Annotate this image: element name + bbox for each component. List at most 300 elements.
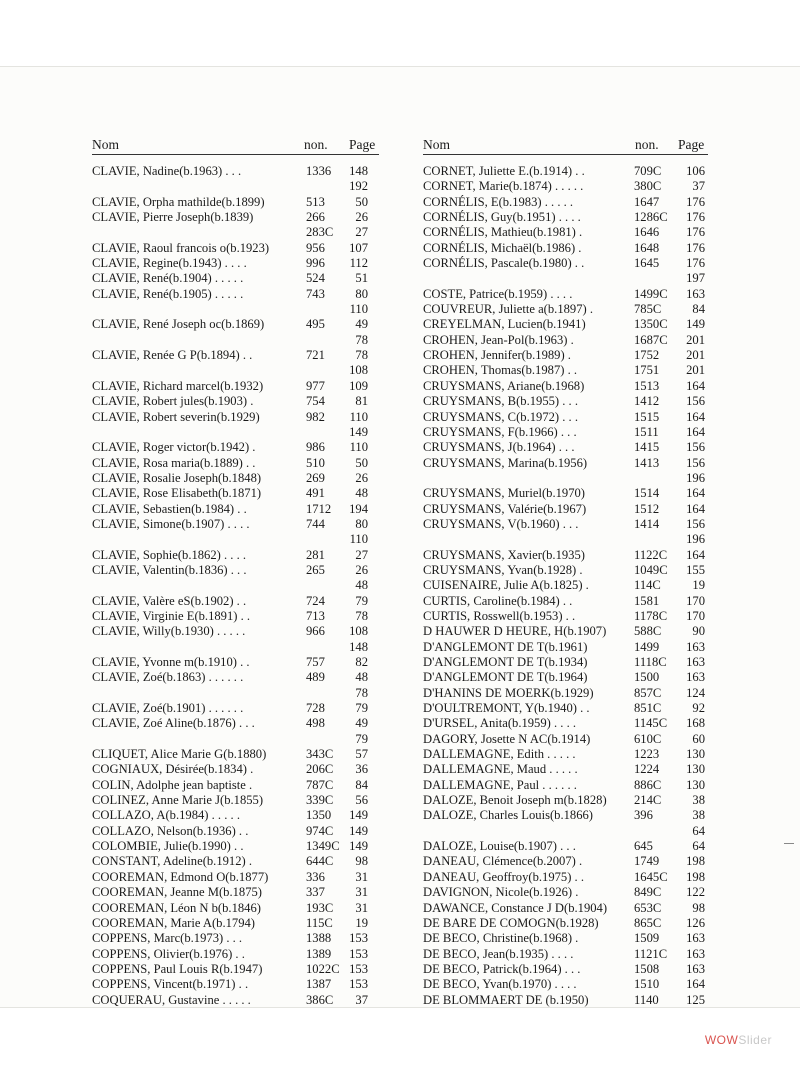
- index-entry: [92, 947, 379, 962]
- entry-number: 337: [306, 885, 325, 900]
- entry-number: 1388: [306, 931, 332, 946]
- entry-page: 37: [692, 179, 705, 194]
- entry-name: CLAVIE, Sophie(b.1862) . . . .: [92, 547, 247, 562]
- entry-name: CRUYSMANS, V(b.1960) . . .: [423, 516, 579, 531]
- index-entry: [423, 885, 708, 900]
- entry-name: COLINEZ, Anne Marie J(b.1855): [92, 793, 264, 808]
- entry-page: 38: [692, 808, 705, 823]
- entry-number: 1286C: [634, 210, 668, 225]
- entry-number: 1350C: [634, 317, 668, 332]
- entry-number: 849C: [634, 885, 662, 900]
- entry-name: DAWANCE, Constance J D(b.1904): [423, 900, 608, 915]
- index-entry: [423, 517, 708, 532]
- index-entry: [423, 502, 708, 517]
- entry-page: 164: [686, 977, 705, 992]
- entry-page: 176: [686, 194, 705, 209]
- index-entry: [423, 563, 708, 578]
- index-entry: [92, 854, 379, 869]
- entry-name: CRUYSMANS, F(b.1966) . . .: [423, 424, 577, 439]
- entry-number: 1645C: [634, 869, 668, 884]
- entry-name: DALOZE, Benoit Joseph m(b.1828): [423, 793, 607, 808]
- entry-page: 163: [686, 946, 705, 961]
- index-entry: [92, 762, 379, 777]
- entry-page: 170: [686, 608, 705, 623]
- entry-page: 153: [349, 946, 368, 961]
- index-entry: [423, 594, 708, 609]
- index-entry: [92, 317, 379, 332]
- entry-page: 201: [686, 348, 705, 363]
- entry-number: 1049C: [634, 562, 668, 577]
- entry-page: 192: [349, 179, 368, 194]
- entry-name: CORNÉLIS, Michaël(b.1986) .: [423, 240, 582, 255]
- entry-name: CLAVIE, Sebastien(b.1984) . .: [92, 501, 247, 516]
- entry-page: 164: [686, 409, 705, 424]
- entry-page: 153: [349, 931, 368, 946]
- entry-page: 26: [355, 210, 368, 225]
- entry-number: 1752: [634, 348, 660, 363]
- entry-number: 1645: [634, 256, 660, 271]
- index-entry: [423, 256, 708, 271]
- entry-name: CRUYSMANS, Marina(b.1956): [423, 455, 588, 470]
- index-entry: [423, 901, 708, 916]
- entry-page: 148: [349, 639, 368, 654]
- entry-page: 64: [692, 823, 705, 838]
- right-entries: [423, 164, 708, 1008]
- entry-name: COUVREUR, Juliette a(b.1897) .: [423, 302, 593, 317]
- entry-name: CLAVIE, René Joseph oc(b.1869): [92, 317, 265, 332]
- entry-number: 713: [306, 608, 325, 623]
- entry-number: 1224: [634, 762, 660, 777]
- entry-number: 1499C: [634, 286, 668, 301]
- entry-page: 112: [349, 256, 368, 271]
- entry-name: CORNÉLIS, Pascale(b.1980) . .: [423, 256, 585, 271]
- index-entry: [92, 302, 379, 317]
- header-non: non.: [304, 137, 328, 152]
- entry-page: 92: [692, 701, 705, 716]
- entry-page: 98: [355, 854, 368, 869]
- index-entry: [423, 839, 708, 854]
- entry-name: COLOMBIE, Julie(b.1990) . .: [92, 839, 244, 854]
- entry-number: 744: [306, 516, 325, 531]
- index-entry: [92, 716, 379, 731]
- entry-page: 82: [355, 655, 368, 669]
- entry-name: DALLEMAGNE, Maud . . . . .: [423, 762, 578, 777]
- entry-page: 163: [686, 639, 705, 654]
- entry-page: 196: [686, 532, 705, 547]
- entry-name: CRUYSMANS, C(b.1972) . . .: [423, 409, 578, 424]
- entry-number: 380C: [634, 179, 662, 194]
- index-entry: [423, 195, 708, 210]
- entry-number: 396: [634, 808, 653, 823]
- entry-name: CLAVIE, Rosa maria(b.1889) . .: [92, 455, 256, 470]
- entry-page: 78: [355, 332, 368, 347]
- entry-page: 19: [355, 915, 368, 930]
- entry-page: 27: [355, 547, 368, 562]
- entry-number: 1581: [634, 593, 660, 608]
- entry-number: 524: [306, 271, 325, 286]
- entry-number: 865C: [634, 915, 662, 930]
- entry-number: 1415: [634, 440, 660, 455]
- index-entry: [423, 640, 708, 655]
- entry-page: 170: [686, 593, 705, 608]
- entry-name: D'ANGLEMONT DE T(b.1961): [423, 639, 588, 654]
- entry-page: 31: [355, 900, 368, 915]
- entry-name: CLAVIE, Zoé(b.1863) . . . . . .: [92, 670, 244, 685]
- column-header: [92, 137, 379, 155]
- entry-number: 1647: [634, 194, 660, 209]
- index-entry: [423, 947, 708, 962]
- entry-page: 51: [355, 271, 368, 286]
- index-entry: [423, 241, 708, 256]
- entry-number: 1022C: [306, 961, 340, 976]
- index-entry: [423, 471, 708, 486]
- index-entry: [423, 793, 708, 808]
- header-non: non.: [635, 137, 659, 152]
- entry-name: CRUYSMANS, Muriel(b.1970): [423, 486, 585, 501]
- entry-page: 198: [686, 869, 705, 884]
- entry-number: 386C: [306, 992, 334, 1007]
- entry-number: 724: [306, 593, 325, 608]
- entry-number: 1414: [634, 516, 660, 531]
- entry-name: COGNIAUX, Désirée(b.1834) .: [92, 762, 254, 777]
- index-entry: [92, 808, 379, 823]
- entry-name: D'HANINS DE MOERK(b.1929): [423, 685, 594, 700]
- entry-name: DAVIGNON, Nicole(b.1926) .: [423, 885, 579, 900]
- entry-page: 153: [349, 961, 368, 976]
- index-entry: [423, 179, 708, 194]
- entry-name: COPPENS, Marc(b.1973) . . .: [92, 931, 243, 946]
- entry-page: 36: [355, 762, 368, 777]
- index-entry: [92, 793, 379, 808]
- entry-page: 49: [355, 317, 368, 332]
- index-entry: [92, 563, 379, 578]
- entry-name: CLAVIE, Zoé Aline(b.1876) . . .: [92, 716, 255, 731]
- entry-page: 106: [686, 164, 705, 178]
- entry-number: 857C: [634, 685, 662, 700]
- index-entry: [423, 287, 708, 302]
- entry-name: CRUYSMANS, Valérie(b.1967): [423, 501, 587, 516]
- index-entry: [423, 931, 708, 946]
- entry-name: CLAVIE, Zoé(b.1901) . . . . . .: [92, 701, 244, 716]
- entry-page: 57: [355, 747, 368, 762]
- entry-page: 176: [686, 225, 705, 240]
- entry-number: 266: [306, 210, 325, 225]
- index-entry: [423, 363, 708, 378]
- entry-page: 80: [355, 286, 368, 301]
- entry-page: 110: [349, 302, 368, 317]
- entry-page: 78: [355, 685, 368, 700]
- entry-name: CLAVIE, Regine(b.1943) . . . .: [92, 256, 247, 271]
- index-entry: [423, 747, 708, 762]
- index-entry: [423, 870, 708, 885]
- entry-page: 126: [686, 915, 705, 930]
- entry-page: 164: [686, 486, 705, 501]
- entry-number: 1499: [634, 639, 660, 654]
- entry-page: 48: [355, 486, 368, 501]
- index-entry: [423, 225, 708, 240]
- entry-number: 986: [306, 440, 325, 455]
- index-entry: [423, 333, 708, 348]
- entry-page: 79: [355, 593, 368, 608]
- entry-name: CONSTANT, Adeline(b.1912) .: [92, 854, 253, 869]
- entry-number: 1515: [634, 409, 660, 424]
- entry-page: 84: [692, 302, 705, 317]
- entry-number: 1145C: [634, 716, 668, 731]
- entry-name: CROHEN, Jean-Pol(b.1963) .: [423, 332, 574, 347]
- entry-page: 37: [355, 992, 368, 1007]
- entry-number: 743: [306, 286, 325, 301]
- entry-number: 1712: [306, 501, 332, 516]
- entry-page: 78: [355, 608, 368, 623]
- entry-number: 491: [306, 486, 325, 501]
- entry-number: 1350: [306, 808, 332, 823]
- index-entry: [92, 241, 379, 256]
- entry-page: 107: [349, 240, 368, 255]
- entry-page: 149: [349, 808, 368, 823]
- entry-name: CLAVIE, Valère eS(b.1902) . .: [92, 593, 247, 608]
- entry-number: 982: [306, 409, 325, 424]
- entry-number: 1349C: [306, 839, 340, 854]
- index-entry: [92, 640, 379, 655]
- index-entry: [92, 287, 379, 302]
- entry-name: CLIQUET, Alice Marie G(b.1880): [92, 747, 267, 762]
- entry-number: 977: [306, 378, 325, 393]
- entry-page: 48: [355, 578, 368, 593]
- index-entry: [423, 624, 708, 639]
- entry-number: 610C: [634, 731, 662, 746]
- entry-name: COOREMAN, Léon N b(b.1846): [92, 900, 261, 915]
- index-entry: [423, 486, 708, 501]
- index-entry: [92, 548, 379, 563]
- entry-page: 164: [686, 501, 705, 516]
- entry-page: 156: [686, 394, 705, 409]
- entry-page: 108: [349, 363, 368, 378]
- entry-page: 163: [686, 931, 705, 946]
- entry-page: 64: [692, 839, 705, 854]
- entry-name: CROHEN, Thomas(b.1987) . .: [423, 363, 578, 378]
- entry-name: CLAVIE, Nadine(b.1963) . . .: [92, 164, 242, 178]
- entry-name: CLAVIE, Raoul francois o(b.1923): [92, 240, 270, 255]
- index-entry: [92, 486, 379, 501]
- entry-name: CROHEN, Jennifer(b.1989) .: [423, 348, 571, 363]
- entry-number: 269: [306, 470, 325, 485]
- entry-name: DE BECO, Patrick(b.1964) . . .: [423, 961, 581, 976]
- index-entry: [423, 762, 708, 777]
- entry-name: CORNÉLIS, E(b.1983) . . . . .: [423, 194, 574, 209]
- entry-name: COLLAZO, Nelson(b.1936) . .: [92, 823, 249, 838]
- index-entry: [92, 962, 379, 977]
- entry-name: DE BARE DE COMOGN(b.1928): [423, 915, 599, 930]
- entry-name: DAGORY, Josette N AC(b.1914): [423, 731, 591, 746]
- wowslider-watermark: [705, 1033, 772, 1047]
- index-entry: [92, 379, 379, 394]
- entry-number: 1514: [634, 486, 660, 501]
- entry-page: 164: [686, 547, 705, 562]
- index-page: [0, 66, 800, 1008]
- entry-name: CURTIS, Caroline(b.1984) . .: [423, 593, 573, 608]
- entry-page: 60: [692, 731, 705, 746]
- entry-page: 149: [349, 823, 368, 838]
- entry-page: 149: [686, 317, 705, 332]
- entry-name: CLAVIE, Robert jules(b.1903) .: [92, 394, 254, 409]
- entry-page: 124: [686, 685, 705, 700]
- index-entry: [423, 778, 708, 793]
- entry-number: 966: [306, 624, 325, 639]
- index-entry: [92, 732, 379, 747]
- entry-number: 956: [306, 240, 325, 255]
- index-entry: [423, 394, 708, 409]
- index-entry: [423, 916, 708, 931]
- index-entry: [92, 410, 379, 425]
- entry-name: CLAVIE, Renée G P(b.1894) . .: [92, 348, 253, 363]
- header-page: Page: [678, 137, 705, 152]
- index-entry: [423, 410, 708, 425]
- entry-name: COQUERAU, Gustavine . . . . .: [92, 992, 251, 1007]
- entry-name: DALOZE, Charles Louis(b.1866): [423, 808, 593, 823]
- entry-name: DANEAU, Clémence(b.2007) .: [423, 854, 583, 869]
- index-entry: [92, 440, 379, 455]
- entry-page: 149: [349, 424, 368, 439]
- entry-name: CRUYSMANS, Xavier(b.1935): [423, 547, 585, 562]
- index-entry: [92, 839, 379, 854]
- entry-name: D'ANGLEMONT DE T(b.1964): [423, 670, 588, 685]
- watermark-slider: Slider: [738, 1033, 772, 1047]
- index-entry: [92, 686, 379, 701]
- index-entry: [92, 471, 379, 486]
- index-entry: [92, 256, 379, 271]
- entry-name: DE BECO, Jean(b.1935) . . . .: [423, 946, 574, 961]
- entry-page: 164: [686, 424, 705, 439]
- entry-page: 90: [692, 624, 705, 639]
- index-entry: [92, 778, 379, 793]
- index-entry: [423, 348, 708, 363]
- entry-page: 197: [686, 271, 705, 286]
- entry-name: COPPENS, Paul Louis R(b.1947): [92, 961, 263, 976]
- entry-number: 1500: [634, 670, 660, 685]
- entry-page: 79: [355, 701, 368, 716]
- edge-mark: [784, 843, 794, 844]
- index-entry: [92, 502, 379, 517]
- index-entry: [92, 363, 379, 378]
- entry-page: 156: [686, 440, 705, 455]
- entry-page: 164: [686, 378, 705, 393]
- entry-name: CORNET, Marie(b.1874) . . . . .: [423, 179, 584, 194]
- entry-page: 176: [686, 240, 705, 255]
- header-nom: Nom: [423, 137, 450, 152]
- entry-page: 56: [355, 793, 368, 808]
- index-entry: [92, 624, 379, 639]
- entry-name: DE BLOMMAERT DE (b.1950): [423, 992, 589, 1007]
- index-entry: [92, 901, 379, 916]
- entry-name: CLAVIE, René(b.1904) . . . . .: [92, 271, 244, 286]
- left-entries: [92, 164, 379, 1008]
- entry-name: CORNET, Juliette E.(b.1914) . .: [423, 164, 585, 178]
- entry-name: COOREMAN, Marie A(b.1794): [92, 915, 256, 930]
- index-entry: [92, 578, 379, 593]
- index-entry: [92, 348, 379, 363]
- entry-page: 50: [355, 455, 368, 470]
- entry-number: 653C: [634, 900, 662, 915]
- entry-page: 156: [686, 516, 705, 531]
- entry-page: 26: [355, 562, 368, 577]
- index-entry: [423, 317, 708, 332]
- entry-page: 79: [355, 731, 368, 746]
- entry-number: 495: [306, 317, 325, 332]
- entry-number: 339C: [306, 793, 334, 808]
- entry-name: COPPENS, Vincent(b.1971) . .: [92, 977, 249, 992]
- index-entry: [92, 333, 379, 348]
- entry-name: CRUYSMANS, B(b.1955) . . .: [423, 394, 578, 409]
- entry-number: 510: [306, 455, 325, 470]
- entry-number: 1389: [306, 946, 332, 961]
- index-entry: [423, 670, 708, 685]
- index-entry: [423, 425, 708, 440]
- index-entry: [423, 808, 708, 823]
- entry-number: 1508: [634, 961, 660, 976]
- column-header: [423, 137, 708, 155]
- entry-number: 645: [634, 839, 653, 854]
- entry-name: CLAVIE, René(b.1905) . . . . .: [92, 286, 244, 301]
- entry-page: 84: [355, 777, 368, 792]
- entry-name: DALLEMAGNE, Paul . . . . . .: [423, 777, 577, 792]
- entry-number: 115C: [306, 915, 333, 930]
- entry-page: 26: [355, 470, 368, 485]
- entry-name: CLAVIE, Roger victor(b.1942) .: [92, 440, 256, 455]
- entry-name: COLLAZO, A(b.1984) . . . . .: [92, 808, 240, 823]
- entry-name: CLAVIE, Rose Elisabeth(b.1871): [92, 486, 262, 501]
- index-entry: [423, 164, 708, 179]
- index-entry: [423, 456, 708, 471]
- entry-name: DANEAU, Geoffroy(b.1975) . .: [423, 869, 585, 884]
- entry-page: 48: [355, 670, 368, 685]
- entry-number: 1121C: [634, 946, 668, 961]
- entry-page: 109: [349, 378, 368, 393]
- entry-number: 787C: [306, 777, 334, 792]
- entry-name: CLAVIE, Orpha mathilde(b.1899): [92, 194, 265, 209]
- entry-page: 148: [349, 164, 368, 178]
- entry-name: CLAVIE, Willy(b.1930) . . . . .: [92, 624, 246, 639]
- entry-page: 108: [349, 624, 368, 639]
- left-column: [92, 137, 379, 1008]
- index-entry: [92, 609, 379, 624]
- index-entry: [92, 394, 379, 409]
- entry-number: 114C: [634, 578, 661, 593]
- entry-page: 31: [355, 869, 368, 884]
- entry-page: 149: [349, 839, 368, 854]
- entry-number: 265: [306, 562, 325, 577]
- entry-number: 1687C: [634, 332, 668, 347]
- entry-page: 50: [355, 194, 368, 209]
- entry-number: 1118C: [634, 655, 667, 669]
- entry-page: 196: [686, 470, 705, 485]
- entry-number: 1336: [306, 164, 332, 178]
- index-entry: [92, 271, 379, 286]
- entry-number: 1751: [634, 363, 660, 378]
- entry-number: 1140: [634, 992, 659, 1007]
- index-entry: [423, 302, 708, 317]
- index-entry: [423, 701, 708, 716]
- entry-name: DE BECO, Christine(b.1968) .: [423, 931, 579, 946]
- entry-name: CURTIS, Rosswell(b.1953) . .: [423, 608, 576, 623]
- entry-number: 513: [306, 194, 325, 209]
- index-entry: [423, 655, 708, 670]
- entry-page: 201: [686, 363, 705, 378]
- entry-page: 98: [692, 900, 705, 915]
- entry-page: 78: [355, 348, 368, 363]
- watermark-wow: WOW: [704, 1033, 739, 1047]
- entry-number: 336: [306, 869, 325, 884]
- entry-number: 343C: [306, 747, 334, 762]
